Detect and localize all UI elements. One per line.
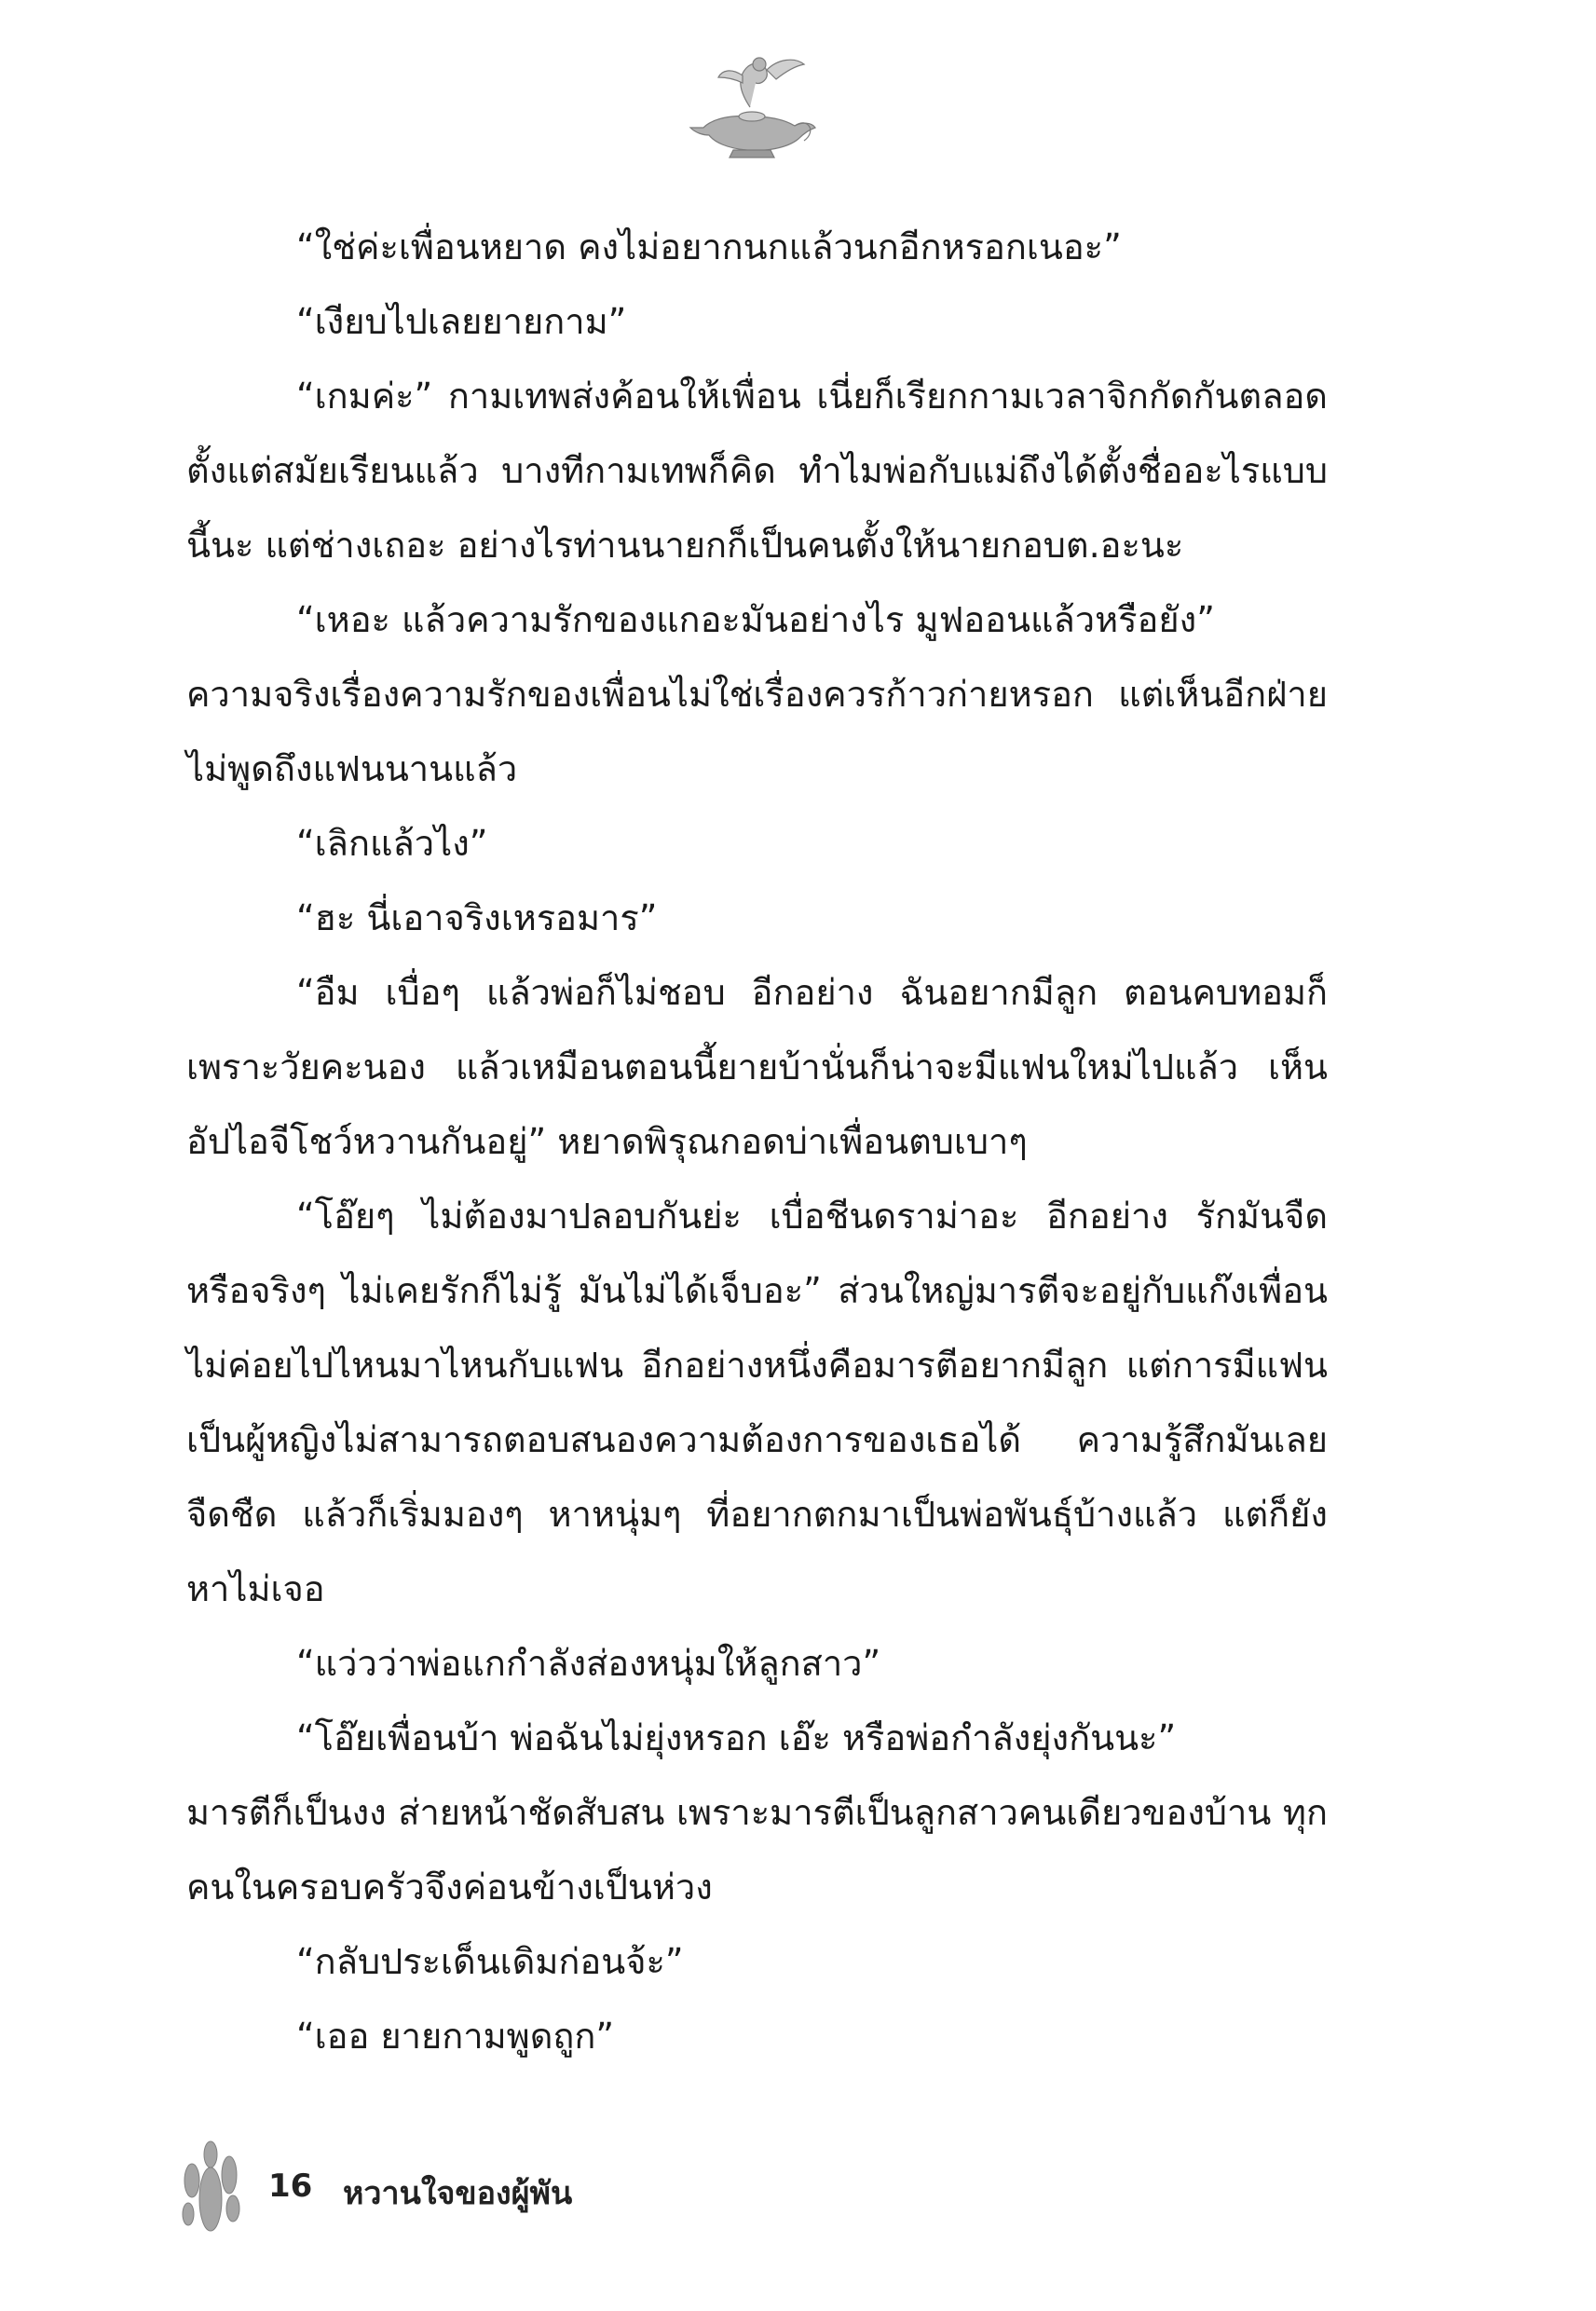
body-text [186, 210, 1328, 2073]
cactus-icon [177, 2134, 244, 2236]
paragraph: “เออ ยายกามพูดถูก” [296, 2016, 615, 2057]
book-title: หวานใจของผู้พัน [343, 2175, 573, 2212]
paragraph: “อืม เบื่อๆ แล้วพ่อก็ไม่ชอบ อีกอย่าง ฉันอยากมีลูก ตอนคบทอมก็เพราะวัยคะนอง แล้วเหมือนตอนนี้ยายบ้านั่นก็น่าจะมีแฟนใหม่ไปแล้ว เห็นอัปไอจีโชว์หวานกันอยู่” หยาดพิรุณกอดบ่าเพื่อนตบเบาๆ [186, 972, 1328, 1162]
paragraph: “ฮะ นี่เอาจริงเหรอมาร” [296, 897, 658, 938]
genie-lamp-icon [685, 51, 825, 163]
paragraph: “กลับประเด็นเดิมก่อนจ้ะ” [296, 1941, 684, 1982]
paragraph: “ใช่ค่ะเพื่อนหยาด คงไม่อยากนกแล้วนกอีกหรอกเนอะ” [296, 226, 1122, 267]
page-number: 16 [268, 2167, 313, 2205]
paragraph: “แว่วว่าพ่อแกกำลังส่องหนุ่มให้ลูกสาว” [296, 1643, 881, 1684]
paragraph: “เงียบไปเลยยายกาม” [296, 301, 627, 342]
paragraph: มารตีก็เป็นงง ส่ายหน้าชัดสับสน เพราะมารตีเป็นลูกสาวคนเดียวของบ้าน ทุกคนในครอบครัวจึงค่อนข้างเป็นห่วง [186, 1792, 1328, 1908]
paragraph: “เกมค่ะ” กามเทพส่งค้อนให้เพื่อน เนี่ยก็เรียกกามเวลาจิกกัดกันตลอดตั้งแต่สมัยเรียนแล้ว บางทีกามเทพก็คิด ทำไมพ่อกับแม่ถึงได้ตั้งชื่ออะไรแบบนี้นะ แต่ช่างเถอะ อย่างไรท่านนายกก็เป็นคนตั้งให้นายกอบต.อะนะ [186, 376, 1328, 566]
paragraph: “เหอะ แล้วความรักของแกอะมันอย่างไร มูฟออนแล้วหรือยัง” [296, 599, 1215, 640]
paragraph: “โอ๊ยๆ ไม่ต้องมาปลอบกันย่ะ เบื่อชีนดราม่าอะ อีกอย่าง รักมันจืด หรือจริงๆ ไม่เคยรักก็ไม่รู้ มันไม่ได้เจ็บอะ” ส่วนใหญ่มารตีจะอยู่กับแก๊งเพื่อน ไม่ค่อยไปไหนมาไหนกับแฟน อีกอย่างหนึ่งคือมารตีอยากมีลูก แต่การมีแฟนเป็นผู้หญิงไม่สามารถตอบสนองความต้องการของเธอได้ ความรู้สึกมันเลยจืดชืด แล้วก็เริ่มมองๆ หาหนุ่มๆ ที่อยากตกมาเป็นพ่อพันธุ์บ้างแล้ว แต่ก็ยังหาไม่เจอ [186, 1196, 1328, 1609]
paragraph: “เลิกแล้วไง” [296, 823, 488, 864]
paragraph: ความจริงเรื่องความรักของเพื่อนไม่ใช่เรื่องควรก้าวก่ายหรอก แต่เห็นอีกฝ่ายไม่พูดถึงแฟนนานแล้ว [186, 674, 1328, 789]
page-footer [177, 2134, 829, 2236]
paragraph: “โอ๊ยเพื่อนบ้า พ่อฉันไม่ยุ่งหรอก เอ๊ะ หรือพ่อกำลังยุ่งกันนะ” [296, 1717, 1177, 1758]
